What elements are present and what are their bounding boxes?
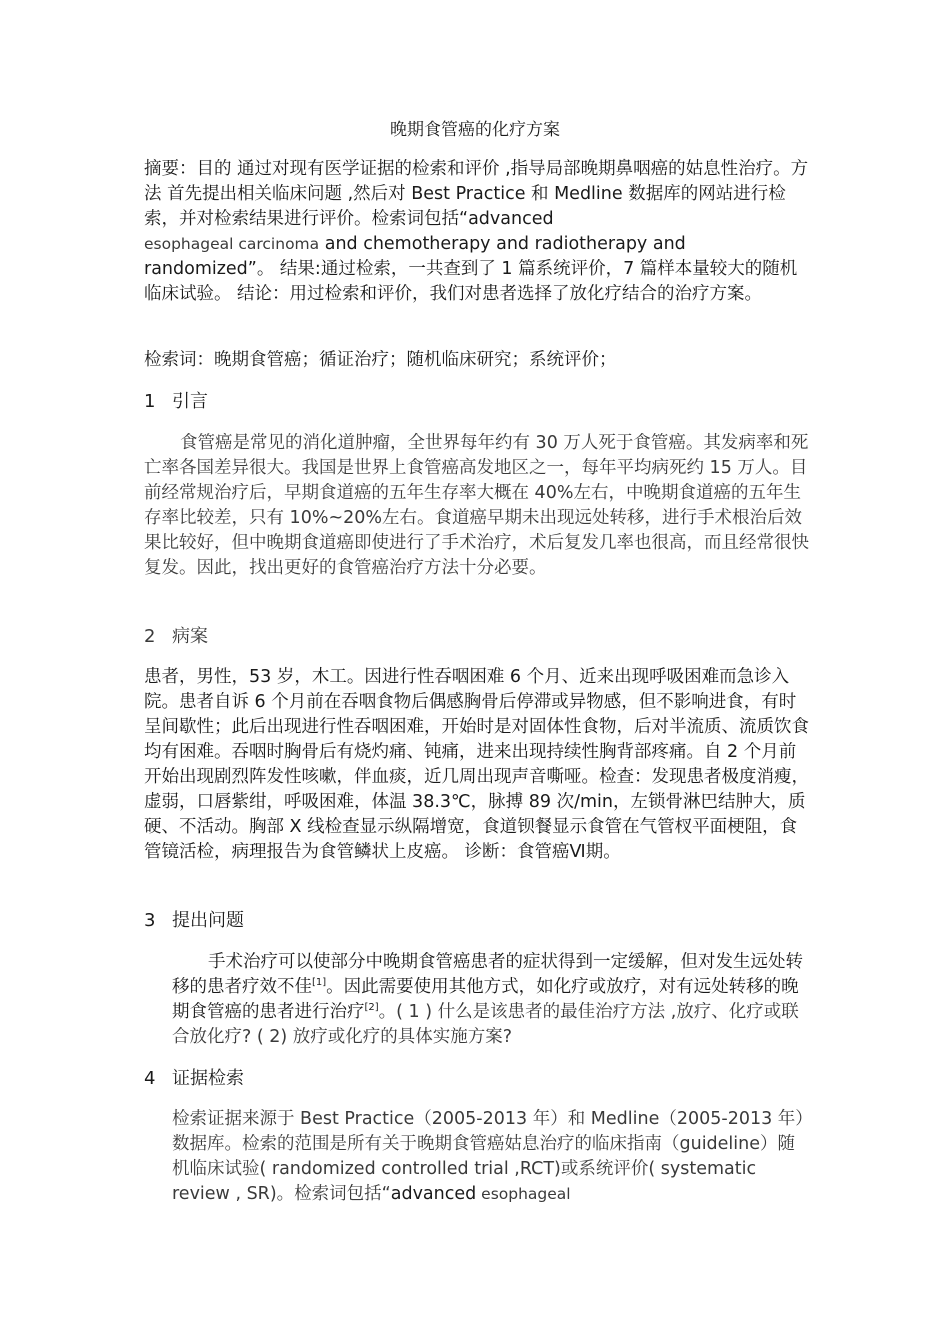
intro-text: 食管癌是常见的消化道肿瘤，全世界每年约有 30 万人死于食管癌。其发病率和死亡率各国差异很大。我国是世界上食管癌高发地区之一，每年平均病死约 15 万人。目前经常规治疗后，早期食道癌的五年生存率大概在 40%左右，中晚期食道癌的五年生存率比较差，只有 10%~20%左右。食道癌早期未出现远处转移，进行手术根治后效果比较好，但中晚期食道癌即使进行了手术治疗，术后复发几率也很高，而且经常很快复发。因此，找出更好的食管癌治疗方法十分必要。 bbox=[144, 433, 809, 578]
abstract-paragraph bbox=[144, 157, 812, 307]
citation-ref-1[interactable]: [1] bbox=[312, 977, 327, 989]
section-number: 3 bbox=[144, 910, 156, 931]
question-text-1: 手术治疗可以使部分中晚期食管癌患者的症状得到一定缓解，但对发生远处转移的患者疗效不佳 bbox=[172, 952, 803, 997]
section-number: 1 bbox=[144, 391, 156, 412]
case-paragraph bbox=[144, 665, 812, 865]
question-paragraph bbox=[172, 950, 808, 1050]
keywords-text: 检索词：晚期食管癌；循证治疗；随机临床研究；系统评价； bbox=[144, 350, 617, 370]
section-title: 证据检索 bbox=[172, 1068, 244, 1089]
citation-ref-2[interactable]: [2] bbox=[364, 1002, 379, 1014]
section-heading-1 bbox=[144, 389, 812, 415]
section-title: 提出问题 bbox=[172, 910, 244, 931]
section-heading-4 bbox=[144, 1066, 812, 1092]
search-text-1: 检索证据来源于 Best Practice（2005-2013 年）和 Medline（2005-2013 年）数据库。检索的范围是所有关于晚期食管癌姑息治疗的临床指南（guideline）随机临床试验( randomized controlled trial ,RCT)或系统评价( systematic review , SR)。检索词包括“ bbox=[172, 1109, 805, 1204]
abstract-text-1: 摘要：目的 通过对现有医学证据的检索和评价 ,指导局部晚期鼻咽癌的姑息性治疗。方法 首先提出相关临床问题 ,然后对 Best Practice 和 Medline 数据库的网站进行检索，并对检索结果进行评价。检索词包括“advanced bbox=[144, 159, 809, 229]
question-text-2: 。因此需要使用其他方式，如化疗或放疗，对有远处转移的晚期食管癌的患者进行治疗 bbox=[172, 977, 799, 1022]
document-title: 晚期食管癌的化疗方案 bbox=[390, 120, 560, 140]
search-text-2: advanced bbox=[390, 1184, 477, 1204]
section-title: 引言 bbox=[172, 391, 208, 412]
section-title: 病案 bbox=[172, 626, 208, 647]
question-text-3: 。( 1 ) 什么是该患者的最佳治疗方法 ,放疗、化疗或联合放化疗? ( 2) 放疗或化疗的具体实施方案? bbox=[172, 1002, 799, 1047]
abstract-text-2: esophageal carcinoma bbox=[144, 235, 320, 253]
search-paragraph bbox=[172, 1107, 808, 1207]
section-heading-2 bbox=[144, 624, 812, 650]
keywords-line bbox=[144, 348, 812, 373]
section-heading-3 bbox=[144, 908, 812, 934]
abstract-text-3: and chemotherapy and radiotherapy and randomized”。 结果:通过检索，一共查到了 1 篇系统评价，7 篇样本量较大的随机临床试验。 结论：用过检索和评价，我们对患者选择了放化疗结合的治疗方案。 bbox=[144, 234, 798, 304]
search-text-3: esophageal bbox=[476, 1185, 571, 1203]
case-text: 患者，男性，53 岁，木工。因进行性吞咽困难 6 个月、近来出现呼吸困难而急诊入院。患者自诉 6 个月前在吞咽食物后偶感胸骨后停滞或异物感，但不影响进食，有时呈间歇性；此后出现进行性吞咽困难，开始时是对固体性食物，后对半流质、流质饮食均有困难。吞咽时胸骨后有烧灼痛、钝痛，进来出现持续性胸背部疼痛。自 2 个月前开始出现剧烈阵发性咳嗽，伴血痰，近几周出现声音嘶哑。检查：发现患者极度消瘦，虚弱，口唇紫绀，呼吸困难，体温 38.3℃，脉搏 89 次/min，左锁骨淋巴结肿大，质硬、不活动。胸部 X 线检查显示纵隔增宽，食道钡餐显示食管在气管杈平面梗阻，食管镜活检，病理报告为食管鳞状上皮癌。 诊断：食管癌Ⅵ期。 bbox=[144, 667, 809, 862]
section-number: 2 bbox=[144, 626, 156, 647]
section-number: 4 bbox=[144, 1068, 156, 1089]
intro-paragraph bbox=[144, 431, 812, 581]
